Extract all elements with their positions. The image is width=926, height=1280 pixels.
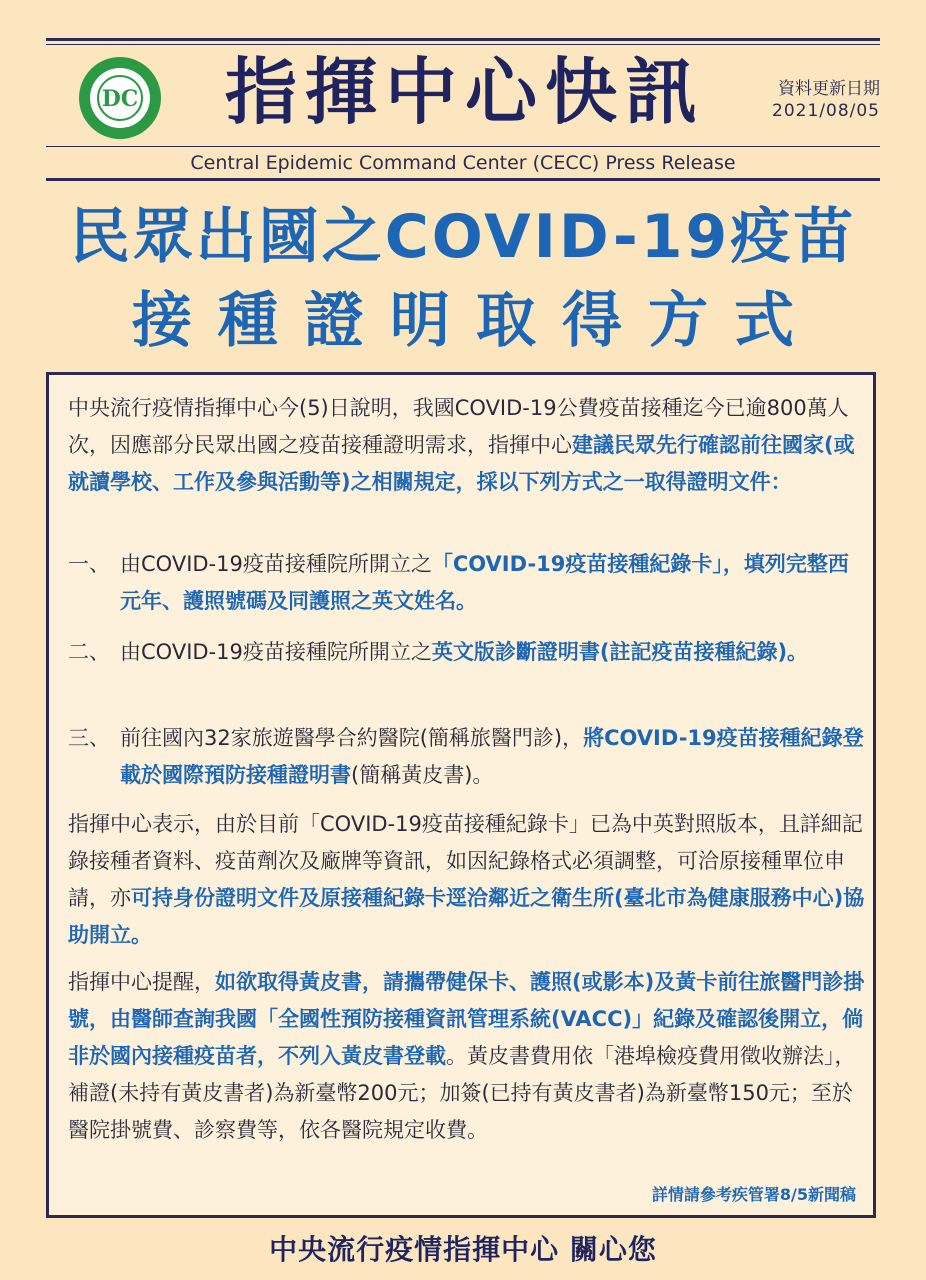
headline-line-2: 接種證明取得方式 bbox=[132, 286, 820, 356]
statement-highlight: 可持身份證明文件及原接種紀錄卡逕洽鄰近之衛生所(臺北市為健康服務中心)協助開立。 bbox=[68, 886, 865, 947]
reminder-text: 。黃皮書費用依「港埠檢疫費用徵收辦法」，補證(未持有黃皮書者)為新臺幣200元；加簽(已持有黃皮書者)為新臺幣150元；至於醫院掛號費、診察費等，依各醫院規定收費。 bbox=[68, 1044, 856, 1142]
list-marker: 一、 bbox=[68, 552, 110, 576]
press-release-subtitle: Central Epidemic Command Center (CECC) Press Release bbox=[190, 152, 736, 174]
reminder-text: 指揮中心提醒， bbox=[68, 970, 215, 994]
reference-note: 詳情請參考疾管署8/5新聞稿 bbox=[651, 1185, 856, 1204]
item-text: (簡稱黃皮書)。 bbox=[351, 763, 494, 787]
item-highlight: 將COVID-19疫苗接種紀錄登載於國際預防接種證明書 bbox=[120, 726, 864, 787]
list-marker: 二、 bbox=[68, 640, 110, 664]
item-text: 前往國內32家旅遊醫學合約醫院(簡稱旅醫門診)， bbox=[120, 726, 584, 750]
headline-line-1: 民眾出國之COVID-19疫苗 bbox=[69, 202, 857, 272]
footer-signature: 中央流行疫情指揮中心 關心您 bbox=[269, 1233, 657, 1266]
cdc-logo bbox=[78, 56, 162, 140]
statement-text: 指揮中心表示，由於目前「COVID-19疫苗接種紀錄卡」已為中英對照版本，且詳細記錄接種者資料、疫苗劑次及廠牌等資訊，如因紀錄格式必須調整，可洽原接種單位申請，亦 bbox=[68, 812, 863, 910]
reminder-paragraph bbox=[68, 964, 868, 1149]
update-date-label: 資料更新日期 bbox=[778, 79, 880, 99]
top-rule bbox=[46, 38, 880, 41]
update-date-value: 2021/08/05 bbox=[772, 101, 880, 121]
subtitle-rule bbox=[46, 146, 880, 147]
item-highlight: 英文版診斷證明書(註記疫苗接種紀錄)。 bbox=[431, 640, 809, 664]
statement-paragraph bbox=[68, 806, 868, 954]
subtitle-bottom-rule bbox=[46, 178, 880, 181]
item-text: 由COVID-19疫苗接種院所開立之 bbox=[120, 640, 432, 664]
item-text: 由COVID-19疫苗接種院所開立之 bbox=[120, 552, 432, 576]
intro-text: 中央流行疫情指揮中心今(5)日說明，我國COVID-19公費疫苗接種迄今已逾800萬人次，因應部分民眾出國之疫苗接種證明需求，指揮中心 bbox=[68, 396, 849, 457]
intro-paragraph bbox=[68, 390, 868, 501]
logo-initials: DC bbox=[101, 86, 139, 112]
masthead-title: 指揮中心快訊 bbox=[224, 50, 705, 134]
item-highlight: 「COVID-19疫苗接種紀錄卡」，填列完整西元年、護照號碼及同護照之英文姓名。 bbox=[120, 552, 849, 613]
reminder-highlight: 如欲取得黃皮書，請攜帶健保卡、護照(或影本)及黃卡前往旅醫門診掛號，由醫師查詢我國「全國性預防接種資訊管理系統(VACC)」紀錄及確認後開立，倘非於國內接種疫苗者，不列入黃皮書登載 bbox=[68, 970, 865, 1068]
list-marker: 三、 bbox=[68, 726, 110, 750]
intro-highlight: 建議民眾先行確認前往國家(或就讀學校、工作及參與活動等)之相關規定，採以下列方式之一取得證明文件： bbox=[68, 433, 855, 494]
